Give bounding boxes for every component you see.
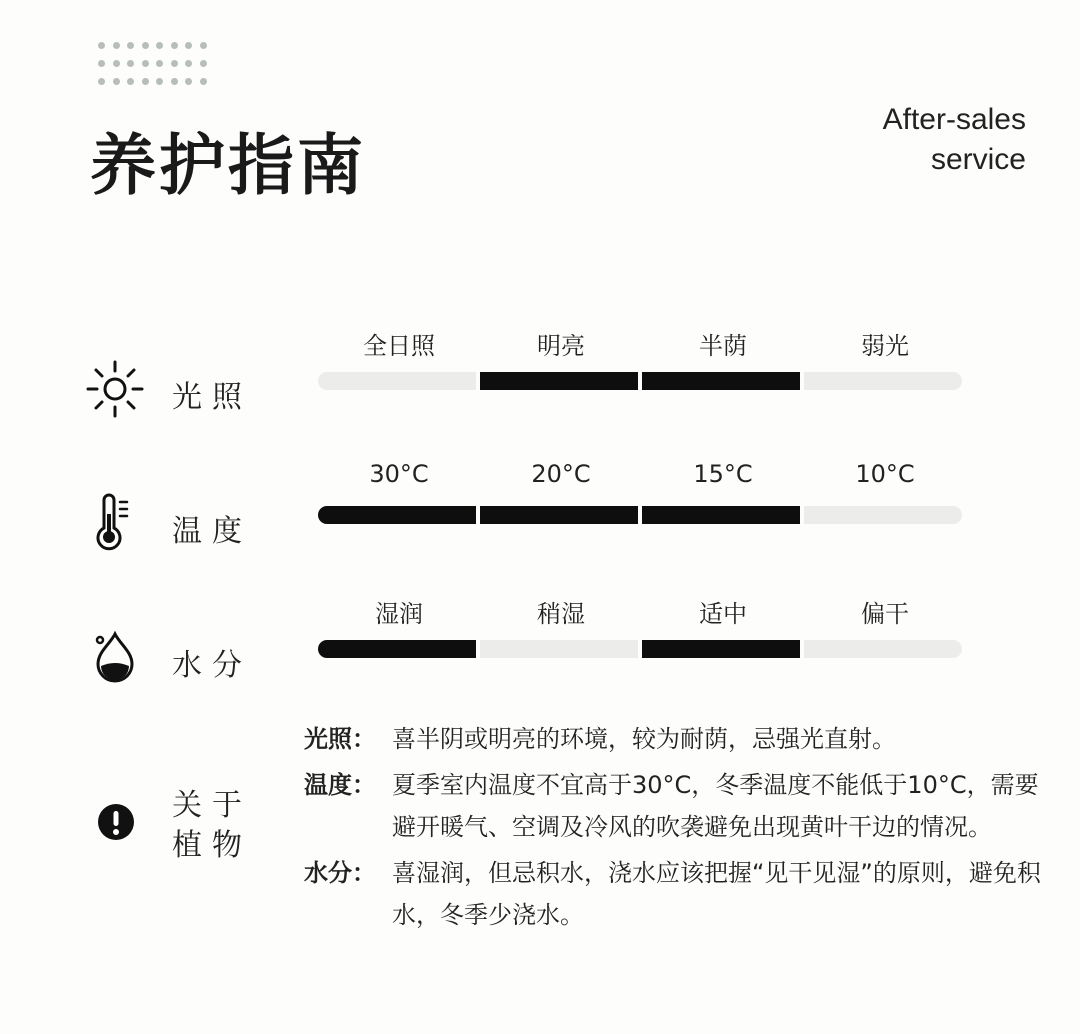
row-light xyxy=(0,326,1080,416)
about-label-line-1: 关于 xyxy=(172,788,252,823)
level-bar-segment xyxy=(318,506,476,524)
level-bar-segment xyxy=(642,372,800,390)
service-line-2: service xyxy=(930,143,1026,176)
care-notes xyxy=(304,718,1064,940)
row-temperature xyxy=(0,460,1080,550)
level-label: 湿润 xyxy=(375,600,423,628)
note-body: 夏季室内温度不宜高于30°C，冬季温度不能低于10°C，需要避开暖气、空调及冷风的吹袭避免出现黄叶干边的情况。 xyxy=(392,771,1039,841)
note-head: 光照： xyxy=(304,725,376,753)
level-bar-segment xyxy=(480,506,638,524)
row-label-temperature: 温度 xyxy=(172,514,252,549)
row-label-light: 光照 xyxy=(172,380,252,415)
page-title: 养护指南 xyxy=(90,127,366,204)
level-bar-segment xyxy=(318,640,476,658)
level-label: 10°C xyxy=(855,460,915,488)
level-bar-segment xyxy=(804,372,962,390)
exclamation-icon xyxy=(96,802,136,842)
level-bar-segment xyxy=(642,506,800,524)
thermometer-icon xyxy=(84,492,146,554)
level-bar-segment xyxy=(480,640,638,658)
sun-icon xyxy=(84,358,146,420)
decorative-dots xyxy=(98,42,214,88)
note-head: 温度： xyxy=(304,771,376,799)
level-label: 弱光 xyxy=(861,332,909,360)
level-label: 15°C xyxy=(693,460,753,488)
note-water xyxy=(304,852,1064,936)
level-label: 半荫 xyxy=(699,332,747,360)
after-sales-label xyxy=(883,100,1026,180)
level-label: 30°C xyxy=(369,460,429,488)
level-bar-segment xyxy=(804,640,962,658)
level-label: 20°C xyxy=(531,460,591,488)
level-label: 明亮 xyxy=(537,332,585,360)
note-head: 水分： xyxy=(304,859,376,887)
water-drop-icon xyxy=(84,626,146,688)
level-bar-segment xyxy=(804,506,962,524)
note-body: 喜半阴或明亮的环境，较为耐荫，忌强光直射。 xyxy=(392,725,896,753)
note-body: 喜湿润，但忌积水，浇水应该把握“见干见湿”的原则，避免积水，冬季少浇水。 xyxy=(392,859,1041,929)
row-water xyxy=(0,594,1080,684)
level-label: 稍湿 xyxy=(537,600,585,628)
about-plant-label xyxy=(172,786,252,866)
level-label: 全日照 xyxy=(363,332,435,360)
level-bar-segment xyxy=(642,640,800,658)
level-bar-segment xyxy=(480,372,638,390)
level-label: 适中 xyxy=(699,600,747,628)
note-temperature xyxy=(304,764,1064,848)
about-label-line-2: 植物 xyxy=(172,828,252,863)
level-bar-segment xyxy=(318,372,476,390)
level-label: 偏干 xyxy=(861,600,909,628)
service-line-1: After-sales xyxy=(882,103,1026,136)
note-light xyxy=(304,718,1064,760)
row-label-water: 水分 xyxy=(172,648,252,683)
